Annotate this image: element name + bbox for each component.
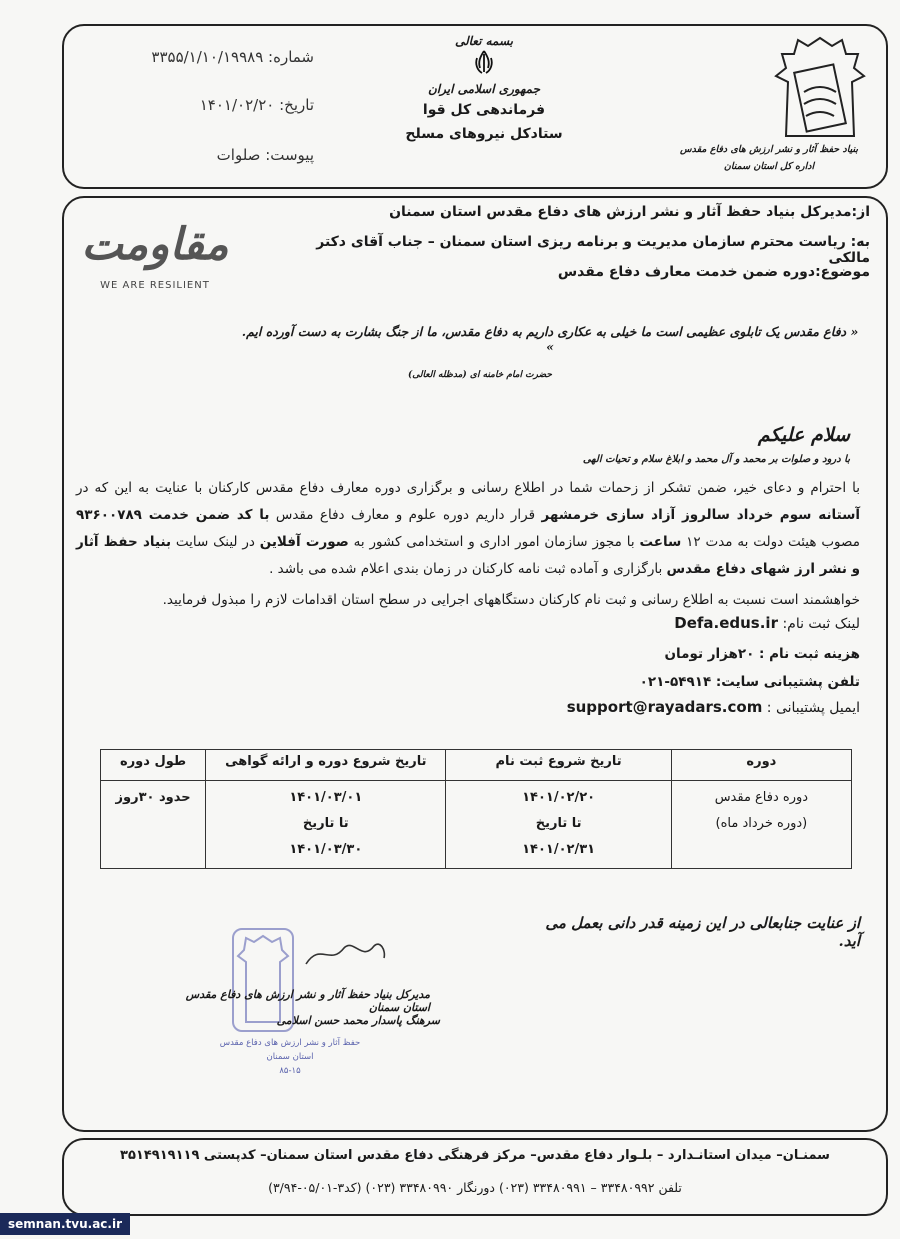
salutation: سلام علیکم — [757, 424, 850, 446]
footer-address: سمنـان– میدان استانـدارد – بلـوار دفاع مقدس– مرکز فرهنگی دفاع مقدس استان سمنان– کدپستی ۳۵۱۴۹۱۹۱۱۹ — [120, 1148, 830, 1163]
footer-phones: تلفن ۳۳۴۸۰۹۹۲ – ۳۳۴۸۰۹۹۱ (۰۲۳) دورنگار ۳۳۴۸۰۹۹۰ (۰۲۳) (کد۳-۰۵/۰۱-۳/۹۴) — [268, 1180, 682, 1195]
site-watermark: semnan.tvu.ac.ir — [0, 1213, 130, 1235]
greeting-line: با درود و صلوات بر محمد و آل محمد و ابلاغ سلام و تحیات الهی — [582, 454, 850, 465]
command-title: فرماندهی کل قوا — [422, 102, 546, 118]
to-line: به: ریاست محترم سازمان مدیریت و برنامه ریزی استان سمنان – جناب آقای دکتر مالکی — [316, 234, 870, 266]
quote-attribution: حضرت امام خامنه ای (مدظله العالی) — [408, 370, 552, 380]
letterhead — [62, 24, 888, 189]
cell-course: دوره دفاع مقدس (دوره خرداد ماه) — [671, 781, 851, 869]
table-row — [101, 781, 852, 869]
staff-title: ستادکل نیروهای مسلح — [405, 126, 563, 142]
registration-link-url[interactable]: Defa.edus.ir — [674, 614, 778, 632]
from-line: از:مدیرکل بنیاد حفظ آثار و نشر ارزش های دفاع مقدس استان سمنان — [389, 204, 870, 220]
stamp-text: حفظ آثار و نشر ارزش های دفاع مقدس استان سمنان ۸۵-۱۵ — [219, 1038, 361, 1076]
cell-start-date: ۱۴۰۱/۰۳/۰۱ تا تاریخ ۱۴۰۱/۰۳/۳۰ — [206, 781, 446, 869]
republic-title: جمهوری اسلامی ایران — [427, 82, 541, 96]
foundation-name: بنیاد حفظ آثار و نشر ارزش های دفاع مقدس اداره کل استان سمنان — [680, 144, 858, 172]
closing-line: از عنایت جنابعالی در این زمینه قدر دانی بعمل می آید. — [545, 914, 860, 950]
leader-quote: « دفاع مقدس یک تابلوی عظیمی است ما خیلی به عکاری داریم به دفاع مقدس، ما از جنگ بشارت به دست آورده ایم. » — [241, 324, 859, 354]
letter-attachment: پیوست: صلوات — [216, 146, 314, 164]
registration-fee: هزینه ثبت نام : ۲۰هزار تومان — [664, 646, 860, 662]
col-length: طول دوره — [101, 750, 206, 781]
table-header-row — [101, 750, 852, 781]
foundation-logo-icon — [764, 32, 876, 144]
body-paragraph-1: با احترام و دعای خیر، ضمن تشکر از زحمات شما در اطلاع رسانی و برگزاری دوره معارف دفاع مقدس کارکنان با عنایت به این که در آستانه سوم خرداد سالروز آزاد سازی خرمشهر قرار داریم دوره علوم و معارف دفاع مقدس با کد ضمن خدمت ۹۳۶۰۰۷۸۹ مصوب هیئت دولت به مدت ۱۲ ساعت با مجوز سازمان امور اداری و استخدامی کشور به صورت آفلاین در لینک سایت بنیاد حفظ آثار و نشر ارز شهای دفاع مقدس بارگزاری و آماده ثبت نامه کارکنان در زمان بندی اعلام شده می باشد . — [76, 480, 860, 577]
resilience-caption: WE ARE RESILIENT — [100, 280, 210, 291]
resilience-word: مقاومت — [81, 219, 229, 270]
support-email: ایمیل پشتیبانی : support@rayadars.com — [566, 698, 860, 716]
support-phone: تلفن پشتیبانی سایت: ۵۴۹۱۴-۰۲۱ — [639, 674, 860, 690]
registration-link: لینک ثبت نام: Defa.edus.ir — [674, 614, 860, 632]
iran-emblem-icon — [469, 48, 499, 78]
subject-line: موضوع:دوره ضمن خدمت معارف دفاع مقدس — [557, 264, 870, 280]
signature-mark — [300, 936, 390, 976]
col-start-date: تاریخ شروع دوره و ارائه گواهی — [206, 750, 446, 781]
course-table — [100, 749, 852, 869]
col-course: دوره — [671, 750, 851, 781]
letter-number: شماره: ۳۳۵۵/۱/۱۰/۱۹۹۸۹ — [151, 48, 314, 66]
support-email-address[interactable]: support@rayadars.com — [566, 698, 763, 716]
cell-reg-date: ۱۴۰۱/۰۲/۲۰ تا تاریخ ۱۴۰۱/۰۲/۳۱ — [446, 781, 671, 869]
basmala: بسمه تعالی — [454, 34, 514, 48]
foundation-logo — [764, 32, 876, 144]
signatory-title: مدیرکل بنیاد حفظ آثار و نشر ارزش های دفاع مقدس استان سمنان — [185, 988, 430, 1014]
resilience-logo — [80, 210, 230, 310]
state-heading — [394, 34, 574, 142]
letter-date: تاریخ: ۱۴۰۱/۰۲/۲۰ — [199, 96, 314, 114]
cell-length: حدود ۳۰روز — [101, 781, 206, 869]
col-reg-date: تاریخ شروع ثبت نام — [446, 750, 671, 781]
signatory-name: سرهنگ پاسدار محمد حسن اسلامی — [276, 1014, 440, 1027]
body-paragraph-2: خواهشمند است نسبت به اطلاع رسانی و ثبت نام کارکنان دستگاههای اجرایی در سطح استان اقدامات لازم را مبذول فرمایید. — [162, 592, 860, 608]
handwritten-signature-icon — [300, 936, 390, 972]
